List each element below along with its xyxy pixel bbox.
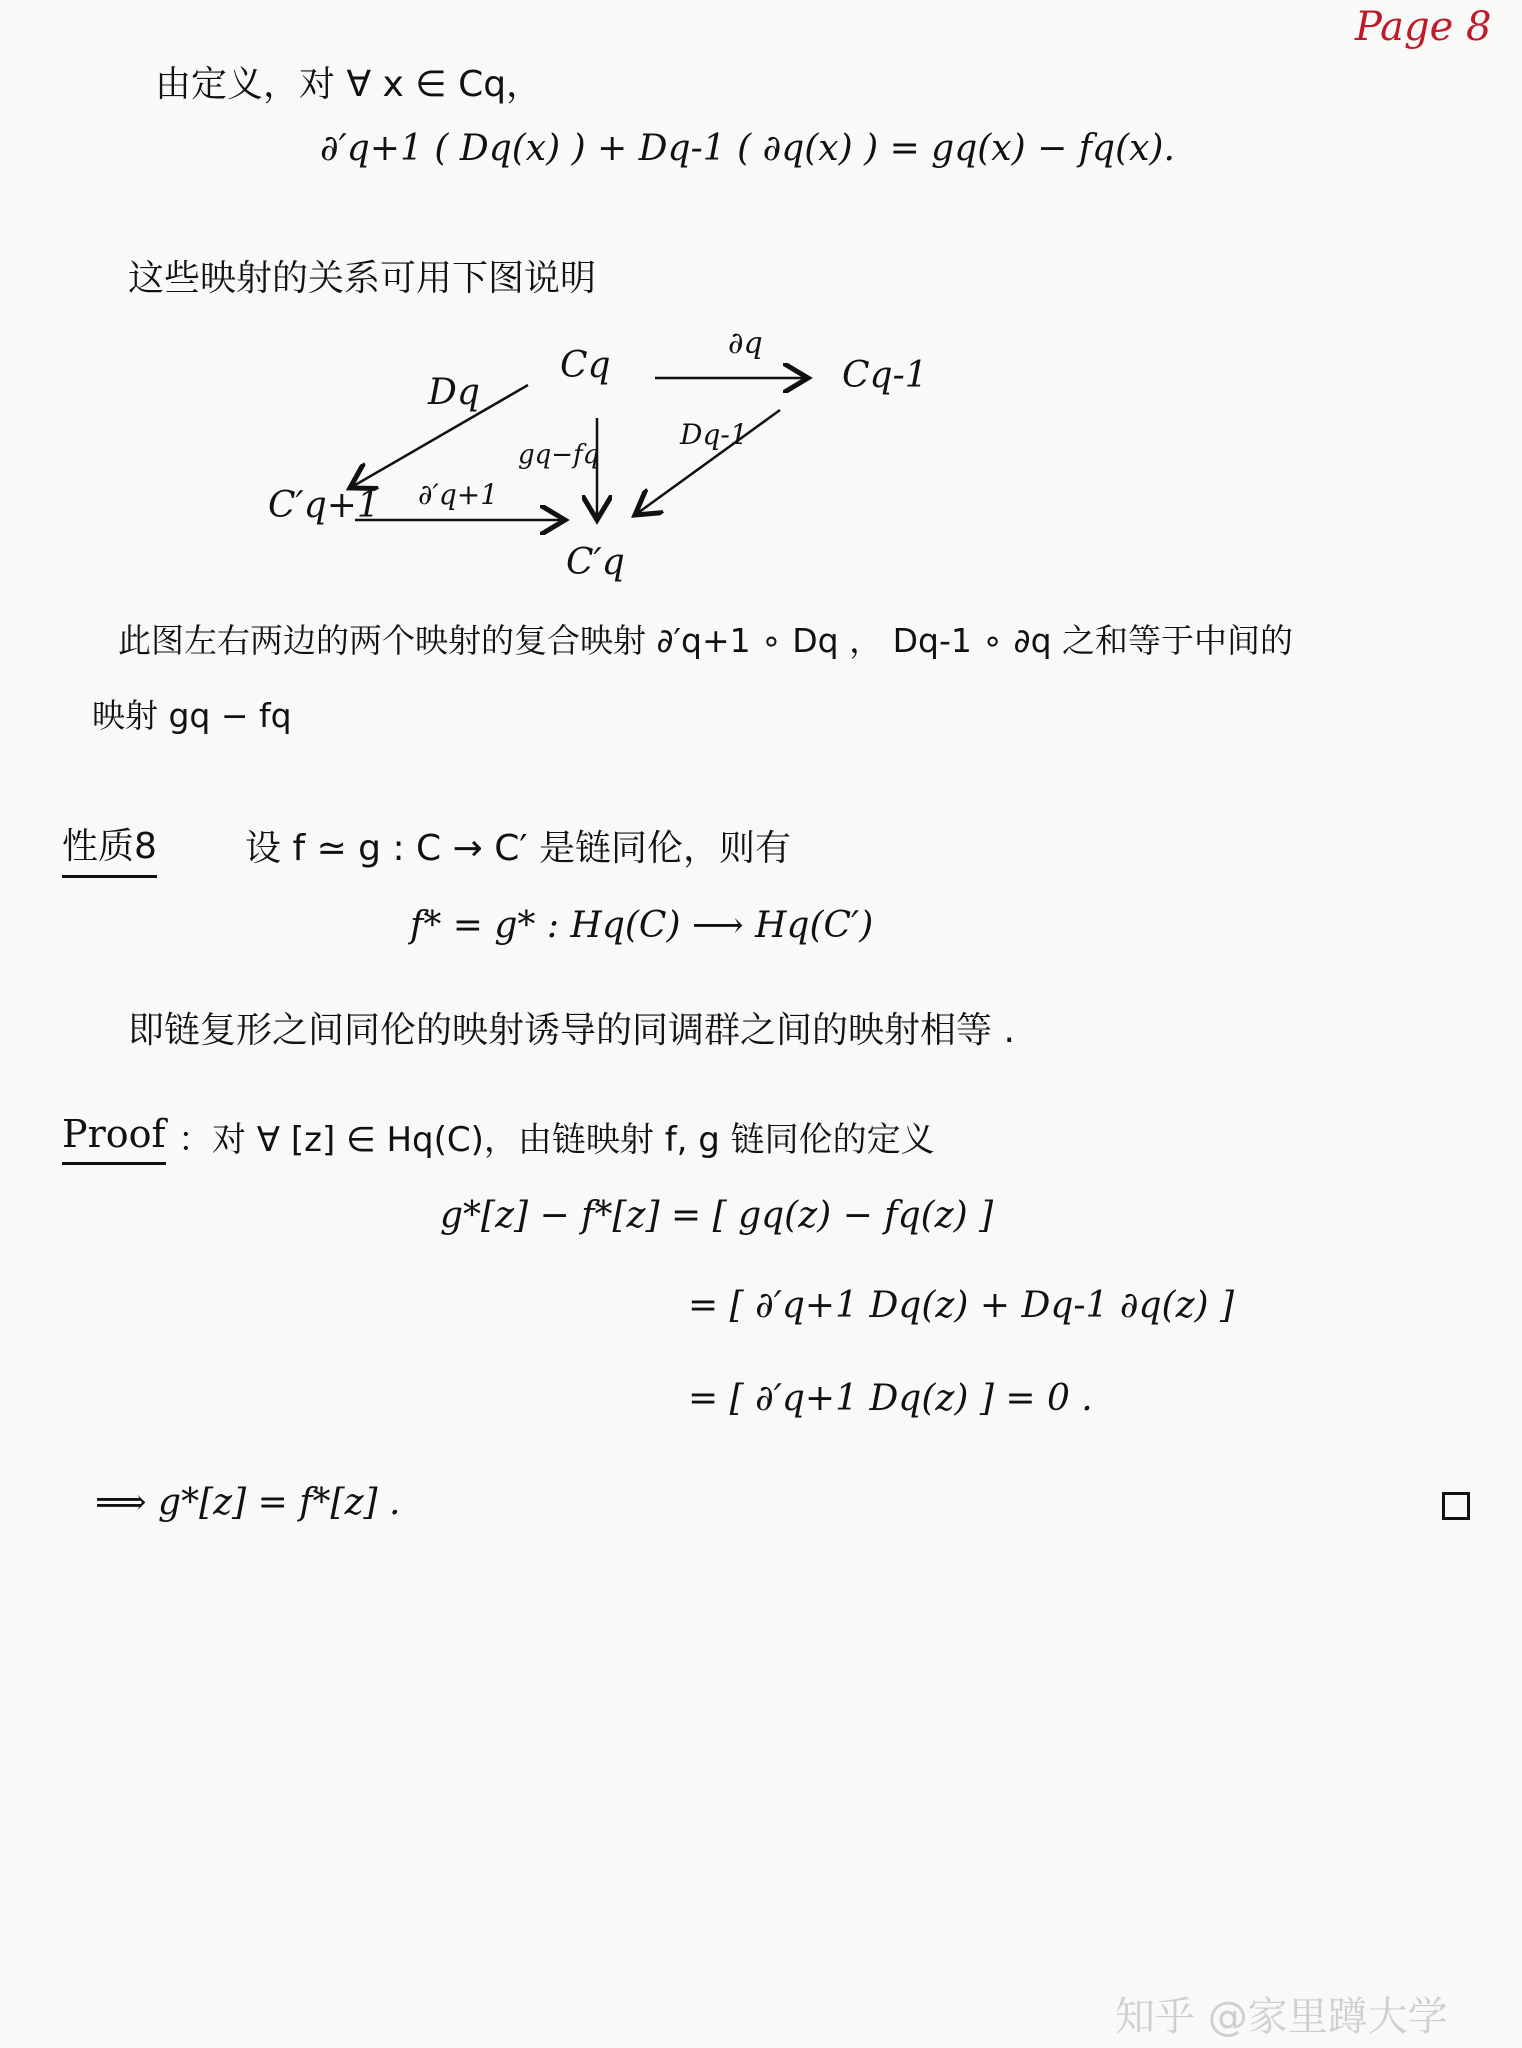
definition-equation: ∂′q+1 ( Dq(x) ) + Dq-1 ( ∂q(x) ) = gq(x) − fq(x). bbox=[320, 128, 1175, 169]
property-explanation: 即链复形之间同伦的映射诱导的同调群之间的映射相等 . bbox=[128, 1010, 1015, 1051]
property-title: 性质8 bbox=[62, 818, 157, 878]
qed-box bbox=[1442, 1492, 1470, 1520]
label-boundary-prime: ∂′q+1 bbox=[418, 478, 499, 511]
proof-label: Proof bbox=[62, 1112, 166, 1165]
node-cprime-q: C′q bbox=[566, 542, 625, 583]
intro-line: 由定义，对 ∀ x ∈ Cq， bbox=[155, 64, 543, 105]
proof-line-3: = [ ∂′q+1 Dq(z) ] = 0 . bbox=[688, 1378, 1093, 1419]
label-boundary-q: ∂q bbox=[728, 326, 763, 361]
proof-line-1: g*[z] − f*[z] = [ gq(z) − fq(z) ] bbox=[440, 1195, 994, 1236]
proof-line-2: = [ ∂′q+1 Dq(z) + Dq-1 ∂q(z) ] bbox=[688, 1285, 1235, 1326]
composition-line-2: 映射 gq − fq bbox=[92, 696, 292, 735]
node-cq-minus-1: Cq-1 bbox=[842, 355, 928, 396]
composition-line-1: 此图左右两边的两个映射的复合映射 ∂′q+1 ∘ Dq ， Dq-1 ∘ ∂q 之和等于中间的 bbox=[118, 621, 1294, 660]
label-dq: Dq bbox=[428, 372, 480, 413]
property-statement: 设 f ≃ g : C → C′ 是链同伦，则有 bbox=[245, 828, 791, 869]
label-dq-minus-1: Dq-1 bbox=[680, 418, 748, 451]
label-g-minus-f: gq−fq bbox=[518, 440, 600, 470]
proof-intro: ：对 ∀ [z] ∈ Hq(C)，由链映射 f, g 链同伦的定义 bbox=[178, 1120, 935, 1160]
diagram-intro: 这些映射的关系可用下图说明 bbox=[128, 258, 597, 299]
watermark: 知乎 @家里蹲大学 bbox=[1115, 1994, 1448, 2040]
node-cprime-q-plus-1: C′q+1 bbox=[268, 485, 380, 526]
node-cq: Cq bbox=[560, 345, 611, 386]
page-number: Page 8 bbox=[1355, 4, 1492, 50]
proof-conclusion: ⟹ g*[z] = f*[z] . bbox=[95, 1482, 401, 1523]
property-formula: f* = g* : Hq(C) ⟶ Hq(C′) bbox=[410, 905, 874, 946]
